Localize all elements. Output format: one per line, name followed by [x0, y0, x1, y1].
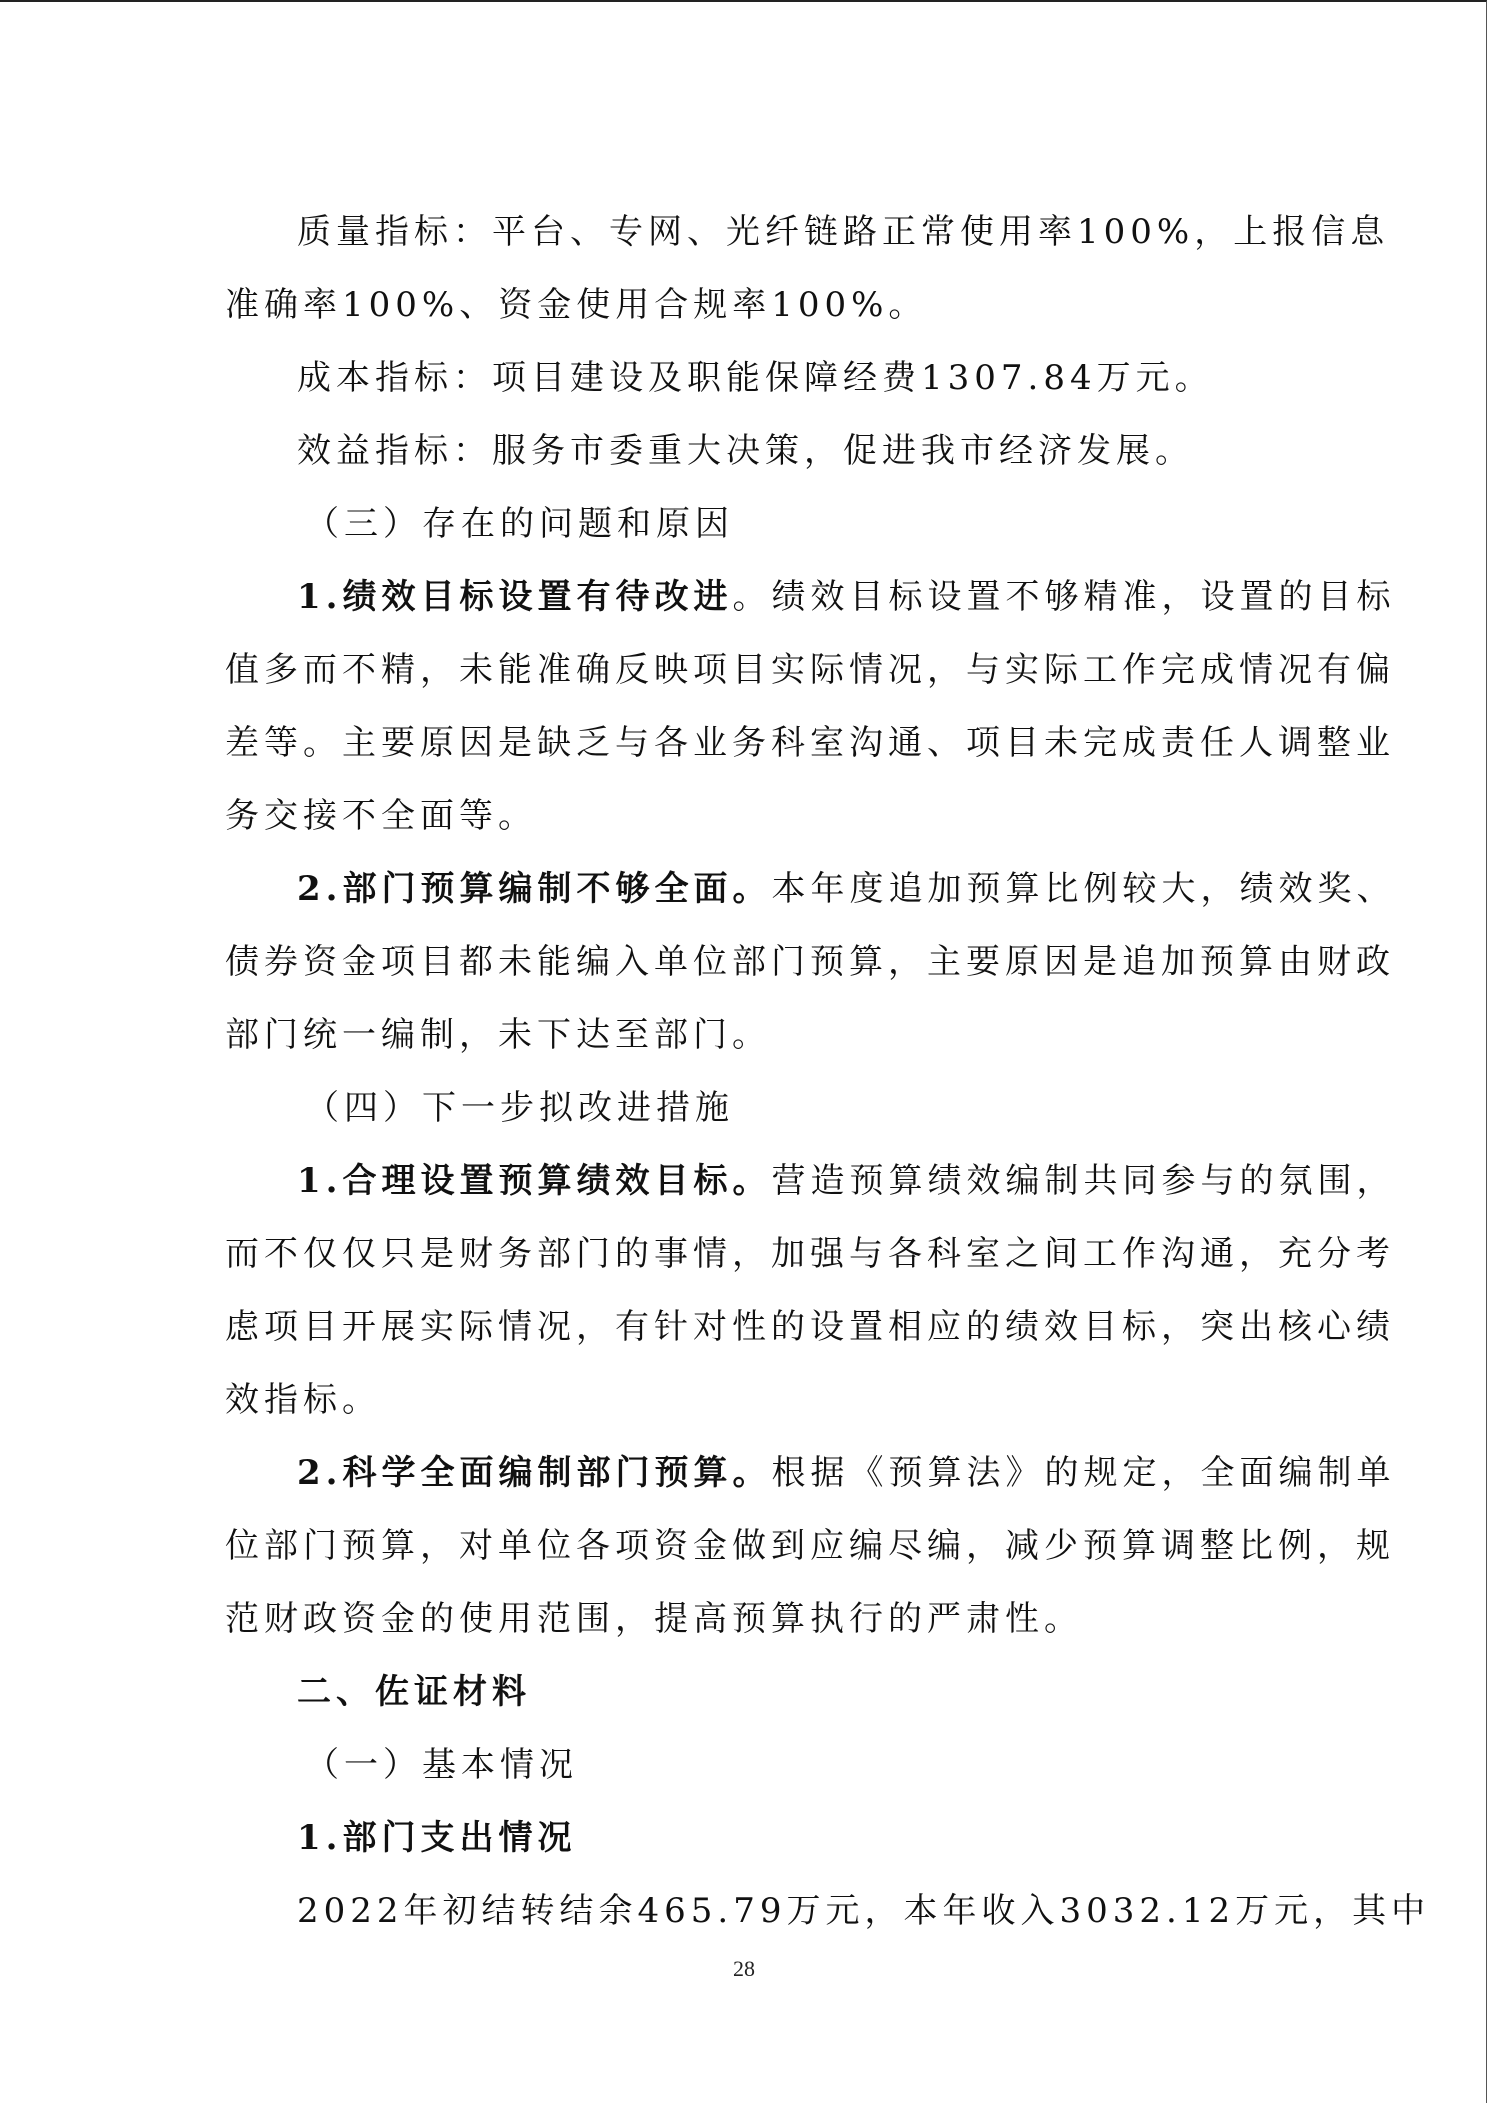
- paragraph-line: 而不仅仅只是财务部门的事情，加强与各科室之间工作沟通，充分考: [225, 1234, 1395, 1274]
- paragraph-line: 效益指标：服务市委重大决策，促进我市经济发展。: [297, 431, 1194, 471]
- paragraph-line: 债券资金项目都未能编入单位部门预算，主要原因是追加预算由财政: [225, 942, 1395, 982]
- paragraph-line: 范财政资金的使用范围，提高预算执行的严肃性。: [225, 1599, 1083, 1639]
- section-heading: （三）存在的问题和原因: [305, 504, 734, 544]
- section-heading: [225, 1656, 1263, 1729]
- section-heading: [225, 1802, 1263, 1875]
- paragraph-line: 成本指标：项目建设及职能保障经费1307.84万元。: [297, 358, 1214, 398]
- bold-lead: 2.部门预算编制不够全面。: [297, 869, 772, 909]
- paragraph-line: 效指标。: [225, 1380, 381, 1420]
- paragraph-line: 2.科学全面编制部门预算。根据《预算法》的规定，全面编制单: [297, 1453, 1396, 1493]
- paragraph-line: 部门统一编制，未下达至部门。: [225, 1015, 771, 1055]
- paragraph-line: 务交接不全面等。: [225, 796, 537, 836]
- paragraph-line: 值多而不精，未能准确反映项目实际情况，与实际工作完成情况有偏: [225, 650, 1395, 690]
- bold-lead: 1.绩效目标设置有待改进: [297, 577, 733, 617]
- paragraph-line: 2022年初结转结余465.79万元，本年收入3032.12万元，其中: [297, 1891, 1431, 1931]
- bold-lead: 1.合理设置预算绩效目标。: [297, 1161, 772, 1201]
- paragraph-line: 差等。主要原因是缺乏与各业务科室沟通、项目未完成责任人调整业: [225, 723, 1395, 763]
- section-heading: （一）基本情况: [305, 1745, 578, 1785]
- page-number: 28: [733, 1956, 755, 1981]
- section-heading: （四）下一步拟改进措施: [305, 1088, 734, 1128]
- bold-lead: 二、佐证材料: [297, 1672, 531, 1712]
- paragraph-line: 2.部门预算编制不够全面。本年度追加预算比例较大，绩效奖、: [297, 869, 1396, 909]
- paragraph-line: 1.绩效目标设置有待改进。绩效目标设置不够精准，设置的目标: [297, 577, 1396, 617]
- paragraph-line: 1.合理设置预算绩效目标。营造预算绩效编制共同参与的氛围，: [297, 1161, 1396, 1201]
- bold-lead: 2.科学全面编制部门预算。: [297, 1453, 772, 1493]
- document-body: [225, 196, 1431, 1948]
- paragraph-line: 准确率100%、资金使用合规率100%。: [225, 285, 928, 325]
- paragraph-line: 虑项目开展实际情况，有针对性的设置相应的绩效目标，突出核心绩: [225, 1307, 1395, 1347]
- paragraph-line: 位部门预算，对单位各项资金做到应编尽编，减少预算调整比例，规: [225, 1526, 1395, 1566]
- paragraph-line: 质量指标：平台、专网、光纤链路正常使用率100%，上报信息: [297, 212, 1390, 252]
- bold-lead: 1.部门支出情况: [297, 1818, 577, 1858]
